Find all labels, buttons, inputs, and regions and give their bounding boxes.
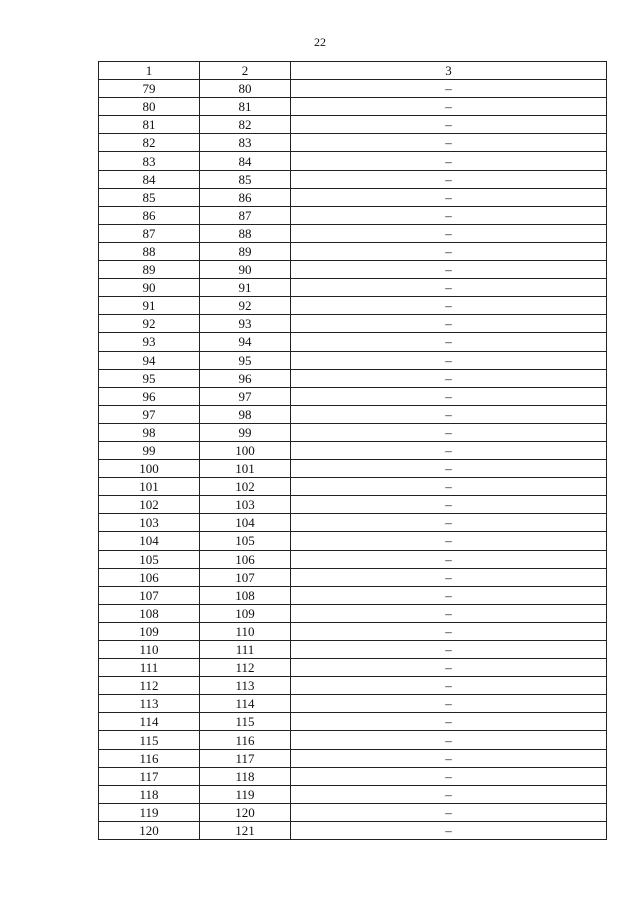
table-row [99,460,607,478]
table-cell-col-3: – [291,514,607,532]
table-cell-col-2: 121 [200,821,291,839]
table-cell-col-3: – [291,785,607,803]
table-cell-col-3: – [291,821,607,839]
table-cell-col-1: 82 [99,134,200,152]
table-row [99,641,607,659]
table-row [99,224,607,242]
table-cell-col-1: 97 [99,405,200,423]
table-cell-col-2: 83 [200,134,291,152]
table-cell-col-1: 107 [99,586,200,604]
table-row [99,387,607,405]
table-row [99,550,607,568]
header-cell-2: 2 [200,62,291,80]
table-body [99,80,607,840]
table-cell-col-3: – [291,224,607,242]
table-cell-col-2: 106 [200,550,291,568]
table-cell-col-2: 93 [200,315,291,333]
table-cell-col-2: 104 [200,514,291,532]
table-cell-col-1: 113 [99,695,200,713]
table-cell-col-1: 96 [99,387,200,405]
table-cell-col-1: 93 [99,333,200,351]
data-table [98,61,607,840]
table-cell-col-3: – [291,695,607,713]
table-row [99,170,607,188]
table-cell-col-1: 102 [99,496,200,514]
table-cell-col-2: 105 [200,532,291,550]
table-cell-col-2: 99 [200,423,291,441]
table-row [99,369,607,387]
table-row [99,604,607,622]
table-cell-col-2: 110 [200,622,291,640]
table-row [99,677,607,695]
table-row [99,749,607,767]
table-cell-col-2: 85 [200,170,291,188]
table-cell-col-1: 103 [99,514,200,532]
table-cell-col-1: 83 [99,152,200,170]
table-cell-col-1: 84 [99,170,200,188]
table-cell-col-1: 104 [99,532,200,550]
table-cell-col-3: – [291,659,607,677]
table-row [99,315,607,333]
table-cell-col-1: 112 [99,677,200,695]
table-cell-col-3: – [291,369,607,387]
table-cell-col-2: 114 [200,695,291,713]
table-cell-col-1: 120 [99,821,200,839]
table-cell-col-3: – [291,622,607,640]
table-cell-col-2: 113 [200,677,291,695]
table-cell-col-3: – [291,803,607,821]
table-cell-col-3: – [291,80,607,98]
table-cell-col-3: – [291,242,607,260]
table-cell-col-2: 89 [200,242,291,260]
table-cell-col-1: 108 [99,604,200,622]
table-cell-col-2: 96 [200,369,291,387]
table-cell-col-1: 90 [99,279,200,297]
table-cell-col-2: 120 [200,803,291,821]
table-cell-col-2: 102 [200,478,291,496]
table-cell-col-1: 109 [99,622,200,640]
table-row [99,405,607,423]
table-cell-col-2: 103 [200,496,291,514]
table-cell-col-1: 92 [99,315,200,333]
table-cell-col-2: 86 [200,188,291,206]
table-cell-col-1: 111 [99,659,200,677]
table-cell-col-1: 79 [99,80,200,98]
table-row [99,622,607,640]
table-cell-col-2: 111 [200,641,291,659]
table-cell-col-3: – [291,496,607,514]
table-cell-col-3: – [291,279,607,297]
table-cell-col-1: 99 [99,441,200,459]
table-cell-col-3: – [291,731,607,749]
table-cell-col-3: – [291,713,607,731]
table-header [99,62,607,80]
table-cell-col-3: – [291,586,607,604]
table-row [99,767,607,785]
table-row [99,695,607,713]
table-row [99,80,607,98]
table-row [99,586,607,604]
table-cell-col-1: 119 [99,803,200,821]
table-row [99,116,607,134]
table-cell-col-3: – [291,188,607,206]
table-cell-col-2: 108 [200,586,291,604]
table-cell-col-2: 118 [200,767,291,785]
header-cell-1: 1 [99,62,200,80]
table-cell-col-3: – [291,604,607,622]
table-row [99,279,607,297]
table-cell-col-1: 110 [99,641,200,659]
table-cell-col-3: – [291,206,607,224]
header-row [99,62,607,80]
table-row [99,134,607,152]
table-cell-col-1: 86 [99,206,200,224]
table-cell-col-2: 101 [200,460,291,478]
table-cell-col-2: 84 [200,152,291,170]
table-row [99,478,607,496]
table-row [99,821,607,839]
table-cell-col-3: – [291,405,607,423]
table-cell-col-3: – [291,749,607,767]
table-cell-col-2: 109 [200,604,291,622]
table-cell-col-3: – [291,333,607,351]
table-cell-col-3: – [291,297,607,315]
table-cell-col-3: – [291,423,607,441]
table-row [99,206,607,224]
table-cell-col-1: 81 [99,116,200,134]
table-row [99,188,607,206]
table-cell-col-2: 91 [200,279,291,297]
table-cell-col-3: – [291,170,607,188]
table-cell-col-1: 89 [99,261,200,279]
table-row [99,496,607,514]
table-cell-col-2: 95 [200,351,291,369]
table-row [99,333,607,351]
table-cell-col-3: – [291,641,607,659]
table-row [99,713,607,731]
table-cell-col-2: 94 [200,333,291,351]
table-cell-col-2: 115 [200,713,291,731]
table-cell-col-1: 105 [99,550,200,568]
table-cell-col-3: – [291,134,607,152]
table-cell-col-1: 88 [99,242,200,260]
table-cell-col-3: – [291,116,607,134]
table-cell-col-1: 100 [99,460,200,478]
table-cell-col-1: 101 [99,478,200,496]
table-row [99,98,607,116]
table-cell-col-3: – [291,315,607,333]
table-cell-col-3: – [291,478,607,496]
table-cell-col-3: – [291,460,607,478]
table-cell-col-2: 97 [200,387,291,405]
table-cell-col-1: 94 [99,351,200,369]
table-cell-col-2: 112 [200,659,291,677]
table-cell-col-2: 80 [200,80,291,98]
table-cell-col-1: 91 [99,297,200,315]
table-row [99,659,607,677]
page-number: 22 [314,35,326,49]
table-row [99,351,607,369]
table-cell-col-2: 90 [200,261,291,279]
table-row [99,532,607,550]
table-row [99,297,607,315]
table-cell-col-1: 116 [99,749,200,767]
table-cell-col-2: 87 [200,206,291,224]
table-row [99,242,607,260]
table-cell-col-2: 98 [200,405,291,423]
table-cell-col-2: 88 [200,224,291,242]
table-cell-col-1: 85 [99,188,200,206]
table-row [99,441,607,459]
table-cell-col-2: 100 [200,441,291,459]
table-cell-col-1: 98 [99,423,200,441]
header-cell-3: 3 [291,62,607,80]
table-cell-col-3: – [291,677,607,695]
table-cell-col-1: 114 [99,713,200,731]
table-cell-col-1: 106 [99,568,200,586]
table-cell-col-2: 116 [200,731,291,749]
table-row [99,514,607,532]
table-cell-col-1: 80 [99,98,200,116]
table-cell-col-3: – [291,441,607,459]
table-cell-col-2: 107 [200,568,291,586]
table-cell-col-3: – [291,152,607,170]
table-cell-col-3: – [291,261,607,279]
table-cell-col-1: 87 [99,224,200,242]
table-row [99,731,607,749]
table-cell-col-2: 82 [200,116,291,134]
table-row [99,152,607,170]
table-cell-col-1: 115 [99,731,200,749]
table-cell-col-3: – [291,98,607,116]
table-cell-col-1: 118 [99,785,200,803]
table-row [99,785,607,803]
table-row [99,803,607,821]
table-row [99,568,607,586]
table-cell-col-2: 117 [200,749,291,767]
table-cell-col-1: 117 [99,767,200,785]
table-cell-col-3: – [291,351,607,369]
table-cell-col-3: – [291,767,607,785]
table-cell-col-1: 95 [99,369,200,387]
table-row [99,423,607,441]
table-cell-col-3: – [291,568,607,586]
table-cell-col-2: 119 [200,785,291,803]
table-cell-col-2: 81 [200,98,291,116]
table-cell-col-3: – [291,532,607,550]
table-row [99,261,607,279]
table-cell-col-3: – [291,387,607,405]
table-cell-col-2: 92 [200,297,291,315]
table-cell-col-3: – [291,550,607,568]
